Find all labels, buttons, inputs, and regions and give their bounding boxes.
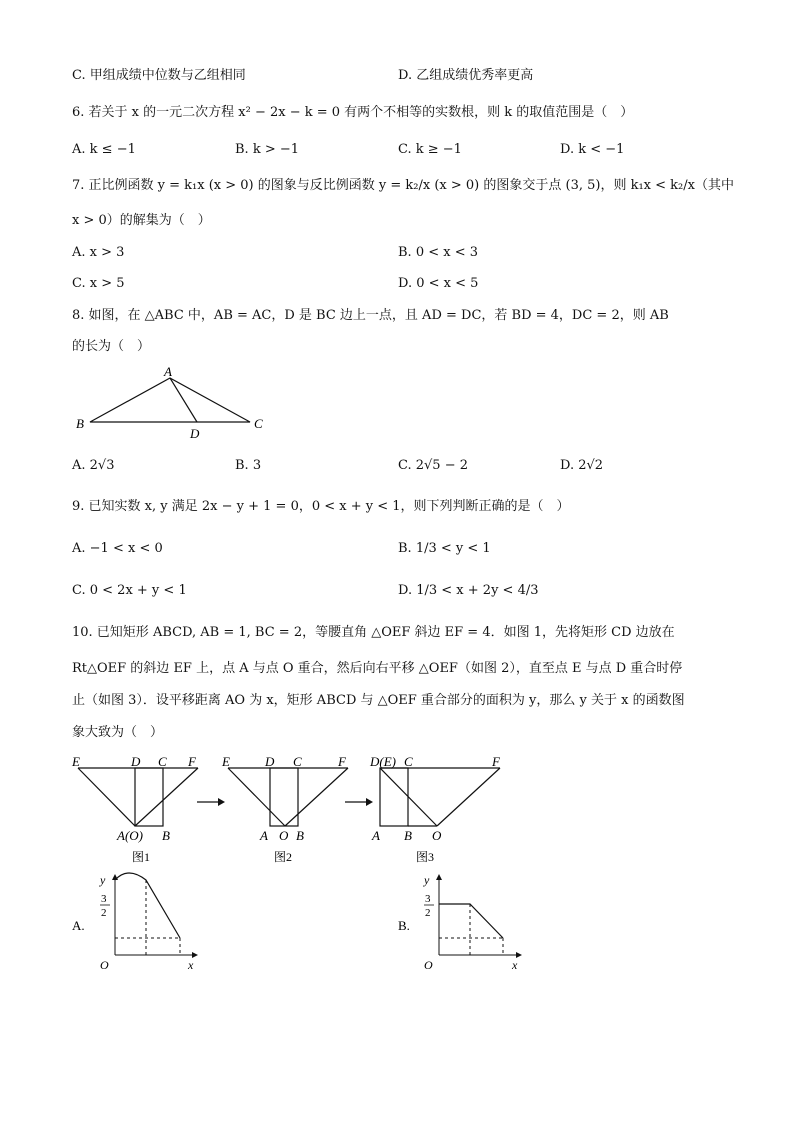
fig1-caption: 图1 xyxy=(132,850,151,864)
fig2-caption: 图2 xyxy=(274,850,293,864)
fig3-label-o: O xyxy=(432,828,442,843)
q8-stem-line1: 8. 如图，在 △ABC 中，AB = AC，D 是 BC 边上一点，且 AD = DC，若 BD = 4，DC = 2，则 AB xyxy=(72,308,669,323)
graph-option-a xyxy=(72,873,198,972)
q6-stem: 6. 若关于 x 的一元二次方程 x² − 2x − k = 0 有两个不相等的实数根，则 k 的取值范围是（ ） xyxy=(72,105,634,120)
q8-option-b: B. 3 xyxy=(235,458,262,473)
fig3-caption: 图3 xyxy=(416,850,435,864)
q8-stem-line2: 的长为（ ） xyxy=(72,339,151,354)
fig2-label-d: D xyxy=(265,754,275,769)
q7-option-c: C. x > 5 xyxy=(72,276,125,291)
graph-a-frac-den: 2 xyxy=(101,907,107,919)
q10-line4: 象大致为（ ） xyxy=(72,725,164,740)
q5-option-c: C. 甲组成绩中位数与乙组相同 xyxy=(72,68,246,83)
rectangle-abcd xyxy=(135,768,163,826)
fig3-label-a: A xyxy=(372,828,380,843)
q6-option-b: B. k > −1 xyxy=(235,142,300,157)
q8-option-d: D. 2√2 xyxy=(560,458,604,473)
fig1-label-a: A(O) xyxy=(117,828,143,843)
fig3-label-b: B xyxy=(404,828,412,843)
label-d: D xyxy=(190,426,200,441)
q6-option-a: A. k ≤ −1 xyxy=(72,142,136,157)
fig2-label-b: B xyxy=(296,828,304,843)
label-b: B xyxy=(76,416,84,431)
fig1-label-d: D xyxy=(131,754,141,769)
fig1-label-b: B xyxy=(162,828,170,843)
fig3-label-c: C xyxy=(404,754,413,769)
q10-line1: 10. 已知矩形 ABCD, AB = 1, BC = 2，等腰直角 △OEF 斜边 EF = 4．如图 1，先将矩形 CD 边放在 xyxy=(72,625,675,640)
q7-stem-line1: 7. 正比例函数 y = k₁x (x > 0) 的图象与反比例函数 y = k₂/x (x > 0) 的图象交于点 (3, 5)，则 k₁x < k₂/x（其中 xyxy=(72,178,734,193)
graph-b-option-label: B. xyxy=(398,918,410,933)
q7-option-d: D. 0 < x < 5 xyxy=(398,276,479,291)
q7-stem-line2: x > 0）的解集为（ ） xyxy=(72,213,211,228)
graph-option-b xyxy=(398,873,522,972)
q8-option-c: C. 2√5 − 2 xyxy=(398,458,469,473)
fig2-label-c: C xyxy=(293,754,302,769)
q8-option-a: A. 2√3 xyxy=(72,458,115,473)
graph-a-curve xyxy=(115,873,180,938)
q6-option-c: C. k ≥ −1 xyxy=(398,142,462,157)
q6-option-d: D. k < −1 xyxy=(560,142,625,157)
q7-option-a: A. x > 3 xyxy=(72,245,125,260)
figure-2 xyxy=(221,754,348,864)
fig2-label-a: A xyxy=(260,828,268,843)
figure-1 xyxy=(71,754,198,864)
fig1-label-e: E xyxy=(72,754,80,769)
graph-b-frac-num: 3 xyxy=(425,893,431,905)
graph-a-frac-num: 3 xyxy=(101,893,107,905)
q9-option-d: D. 1/3 < x + 2y < 4/3 xyxy=(398,583,539,598)
fig2-label-o: O xyxy=(279,828,289,843)
fig3-label-f: F xyxy=(492,754,500,769)
label-a: A xyxy=(164,364,172,379)
q7-option-b: B. 0 < x < 3 xyxy=(398,245,479,260)
q10-line2: Rt△OEF 的斜边 EF 上，点 A 与点 O 重合，然后向右平移 △OEF（如图 2），直至点 E 与点 D 重合时停 xyxy=(72,661,683,676)
graph-a-y-label: y xyxy=(100,873,106,887)
graph-a-origin: O xyxy=(100,958,109,972)
fig1-label-f: F xyxy=(188,754,196,769)
fig1-label-c: C xyxy=(158,754,167,769)
graph-b-x-label: x xyxy=(512,958,518,972)
arrow-right-icon xyxy=(197,798,225,806)
figure-3 xyxy=(369,754,501,864)
graph-b-frac-den: 2 xyxy=(425,907,431,919)
fig2-label-f: F xyxy=(338,754,346,769)
fig3-label-de: D(E) xyxy=(370,754,396,769)
q9-option-c: C. 0 < 2x + y < 1 xyxy=(72,583,187,598)
q5-option-d: D. 乙组成绩优秀率更高 xyxy=(398,68,534,83)
graph-b-y-label: y xyxy=(424,873,430,887)
q9-stem: 9. 已知实数 x, y 满足 2x − y + 1 = 0，0 < x + y < 1，则下列判断正确的是（ ） xyxy=(72,499,570,514)
graph-a-x-label: x xyxy=(188,958,194,972)
label-c: C xyxy=(254,416,263,431)
fig2-label-e: E xyxy=(222,754,230,769)
graph-b-curve xyxy=(439,904,503,938)
q9-option-a: A. −1 < x < 0 xyxy=(72,541,163,556)
graph-a-option-label: A. xyxy=(72,918,85,933)
graph-b-origin: O xyxy=(424,958,433,972)
q9-option-b: B. 1/3 < y < 1 xyxy=(398,541,491,556)
arrow-right-icon xyxy=(345,798,373,806)
q10-line3: 止（如图 3）．设平移距离 AO 为 x，矩形 ABCD 与 △OEF 重合部分的面积为 y，那么 y 关于 x 的函数图 xyxy=(72,693,685,708)
